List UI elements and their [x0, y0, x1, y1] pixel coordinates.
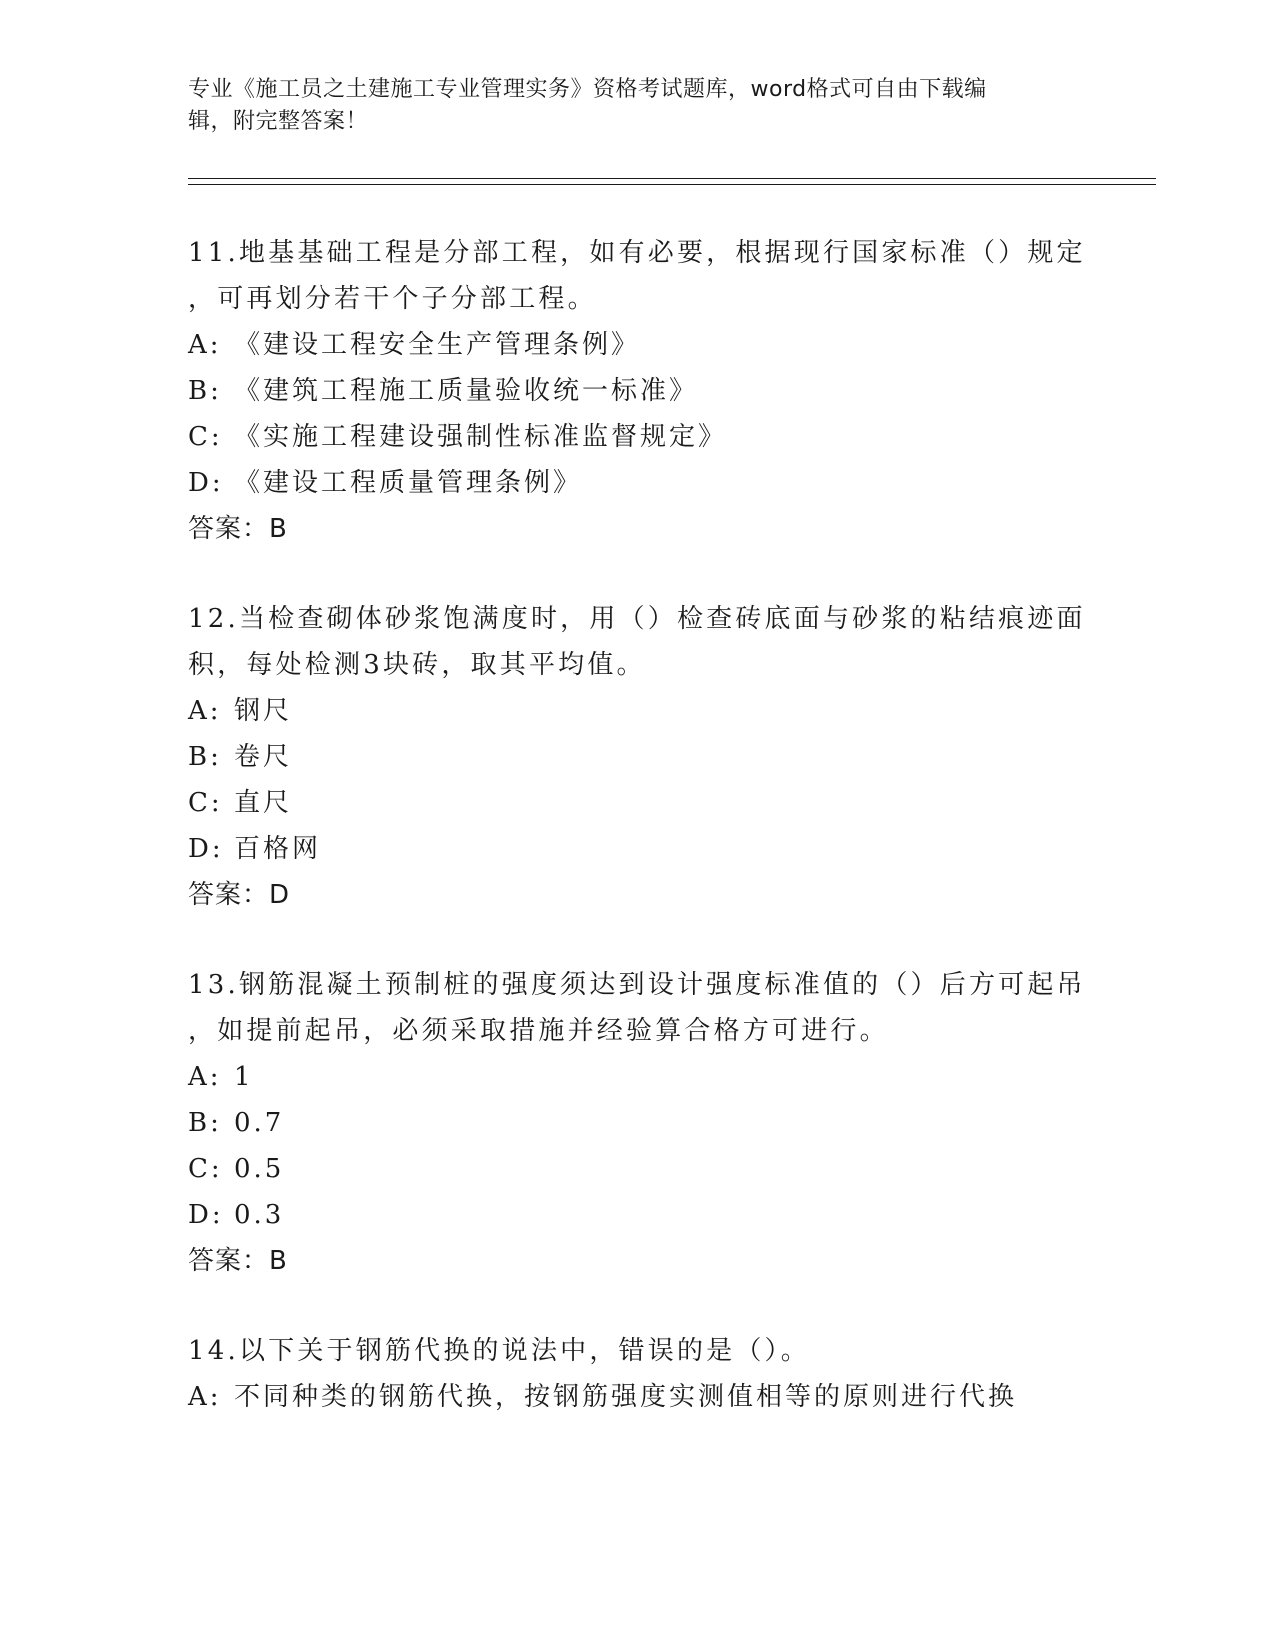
- option-text: 百格网: [234, 834, 322, 864]
- option-letter: A:: [188, 696, 222, 726]
- question-12: [188, 596, 1088, 918]
- option-letter: D:: [188, 1200, 224, 1230]
- document-header: [188, 74, 1088, 138]
- question-stem-line-1: 12.当检查砌体砂浆饱满度时，用（）检查砖底面与砂浆的粘结痕迹面: [188, 604, 1086, 634]
- header-line-2: 辑，附完整答案！: [188, 109, 369, 134]
- option-c: [188, 414, 1088, 460]
- option-a: [188, 322, 1088, 368]
- option-text: 《实施工程建设强制性标准监督规定》: [234, 422, 728, 452]
- question-stem-line-2: 积，每处检测3块砖，取其平均值。: [188, 650, 646, 680]
- question-stem-line-2: ，如提前起吊，必须采取措施并经验算合格方可进行。: [188, 1016, 889, 1046]
- option-d: [188, 826, 1088, 872]
- question-14: [188, 1328, 1088, 1420]
- option-text: 1: [234, 1062, 254, 1092]
- option-text: 不同种类的钢筋代换，按钢筋强度实测值相等的原则进行代换: [234, 1382, 1018, 1412]
- option-b: [188, 734, 1088, 780]
- header-divider-bottom: [188, 184, 1156, 185]
- option-letter: A:: [188, 1382, 222, 1412]
- option-text: 0.7: [234, 1108, 285, 1138]
- option-letter: A:: [188, 330, 222, 360]
- question-11: [188, 230, 1088, 552]
- option-text: 卷尺: [234, 742, 293, 772]
- header-line-1: 专业《施工员之土建施工专业管理实务》资格考试题库，word格式可自由下载编: [188, 77, 987, 102]
- option-letter: D:: [188, 834, 224, 864]
- option-a: [188, 1054, 1088, 1100]
- option-text: 《建筑工程施工质量验收统一标准》: [234, 376, 699, 406]
- option-d: [188, 460, 1088, 506]
- option-letter: C:: [188, 422, 223, 452]
- answer-line: 答案：B: [188, 514, 288, 544]
- option-text: 0.5: [234, 1154, 285, 1184]
- question-stem-line-2: ，可再划分若干个子分部工程。: [188, 284, 597, 314]
- option-letter: A:: [188, 1062, 222, 1092]
- header-divider-top: [188, 178, 1156, 179]
- option-letter: B:: [188, 1108, 222, 1138]
- option-letter: D:: [188, 468, 224, 498]
- option-letter: C:: [188, 1154, 223, 1184]
- option-b: [188, 368, 1088, 414]
- option-text: 《建设工程质量管理条例》: [234, 468, 583, 498]
- option-text: 0.3: [234, 1200, 285, 1230]
- option-text: 《建设工程安全生产管理条例》: [234, 330, 641, 360]
- answer-line: 答案：B: [188, 1246, 288, 1276]
- option-letter: C:: [188, 788, 223, 818]
- option-b: [188, 1100, 1088, 1146]
- option-a: [188, 688, 1088, 734]
- question-stem-line-1: 14.以下关于钢筋代换的说法中，错误的是（）。: [188, 1336, 810, 1366]
- option-a: [188, 1374, 1088, 1420]
- answer-line: 答案：D: [188, 880, 291, 910]
- option-text: 直尺: [234, 788, 293, 818]
- option-c: [188, 780, 1088, 826]
- option-letter: B:: [188, 742, 222, 772]
- question-stem-line-1: 13.钢筋混凝土预制桩的强度须达到设计强度标准值的（）后方可起吊: [188, 970, 1086, 1000]
- question-stem-line-1: 11.地基基础工程是分部工程，如有必要，根据现行国家标准（）规定: [188, 238, 1086, 268]
- option-d: [188, 1192, 1088, 1238]
- option-letter: B:: [188, 376, 222, 406]
- option-text: 钢尺: [234, 696, 293, 726]
- question-13: [188, 962, 1088, 1284]
- option-c: [188, 1146, 1088, 1192]
